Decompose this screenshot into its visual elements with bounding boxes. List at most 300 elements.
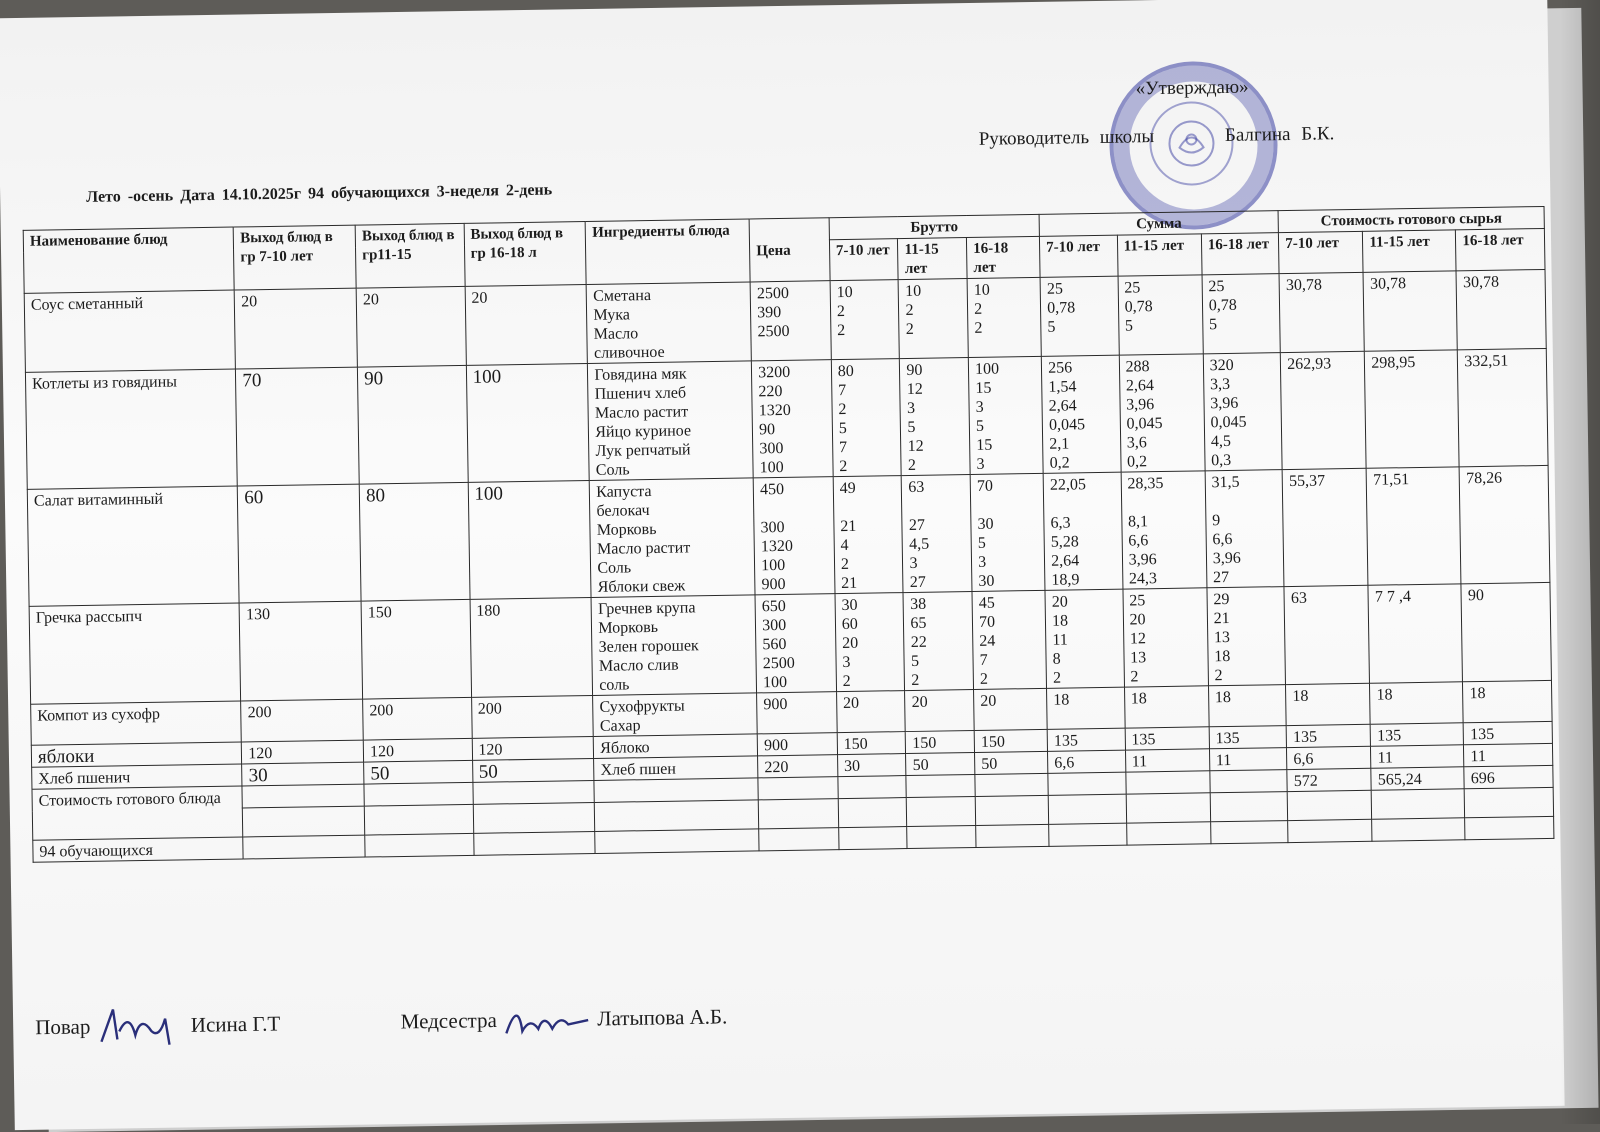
brutto-11-15-line: 27 (908, 516, 926, 534)
summa-7-10 (1040, 276, 1119, 356)
cost-7-10: 55,37 (1282, 468, 1368, 586)
brutto-7-10 (835, 593, 905, 692)
brutto-7-10 (833, 476, 903, 594)
out-7-10: 200 (241, 699, 363, 742)
out-16-18: 100 (466, 364, 590, 483)
dish-name: Гречка рассыпч (29, 603, 241, 704)
empty-cell (906, 774, 975, 797)
empty-cell (1465, 816, 1554, 839)
brutto-11-15-line: 2 (907, 456, 917, 474)
head-name: Балгина Б.К. (1224, 123, 1335, 146)
ingredient (588, 361, 754, 481)
out-16-18: 50 (472, 758, 594, 782)
empty-cell (1048, 794, 1126, 824)
brutto-16-18-line: 70 (976, 477, 994, 495)
summa-11-15-line: 2 (1130, 668, 1139, 686)
empty-cell (758, 777, 838, 800)
summa-16-18 (1202, 274, 1281, 354)
dish-name: Компот из сухофр (31, 701, 242, 745)
summa-7-10-line: 5 (1047, 318, 1056, 336)
cost-11-15: 30,78 (1363, 271, 1457, 351)
brutto-11-15 (900, 358, 970, 476)
summa-7-10-line: 2,1 (1049, 435, 1070, 453)
nurse-label: Медсестра (400, 1008, 497, 1034)
summa-7-10-line: 18 (1053, 691, 1070, 709)
summa-7-10-line: 135 (1053, 732, 1079, 750)
cost-7-10: 6,6 (1287, 746, 1371, 769)
empty-cell (1210, 770, 1288, 793)
price-line: 450 (759, 480, 785, 499)
empty-cell (594, 778, 758, 803)
brutto-16-18-line: 5 (975, 417, 985, 435)
ingredient-line: Пшенич хлеб (594, 384, 687, 403)
summa-16-18 (1207, 587, 1286, 686)
empty-cell (1372, 789, 1465, 819)
summa-16-18 (1203, 353, 1282, 471)
brutto-11-15-line: 27 (909, 573, 926, 591)
out-16-18: 180 (470, 597, 593, 697)
header-age: 7-10 лет (829, 239, 898, 281)
price-line: 900 (763, 695, 788, 714)
brutto-16-18-line: 7 (979, 651, 988, 669)
price-line (760, 498, 827, 518)
empty-cell (1049, 823, 1127, 846)
summa-7-10 (1045, 589, 1124, 688)
empty-cell (1126, 822, 1210, 845)
brutto-11-15-line: 3 (909, 554, 918, 572)
ingredient-line: Гречнев крупа (597, 599, 696, 618)
brutto-16-18-line: 30 (978, 572, 995, 590)
empty-cell (1372, 818, 1465, 841)
price (750, 281, 831, 361)
summa-7-10-line: 256 (1047, 359, 1073, 377)
empty-cell (839, 827, 908, 850)
header-age: 16-18 лет (1456, 228, 1545, 270)
empty-cell (907, 796, 976, 826)
brutto-11-15 (902, 475, 972, 593)
page-edge-shadow (1560, 0, 1600, 1124)
empty-cell (1126, 793, 1211, 823)
out-16-18: 120 (472, 736, 594, 760)
cost-16-18: 332,51 (1458, 348, 1548, 466)
out-7-10: 70 (236, 367, 360, 486)
header-age: 11-15 лет (898, 238, 967, 280)
brutto-16-18-line: 24 (979, 632, 996, 650)
cost-11-15: 18 (1370, 682, 1464, 724)
cost-16-18: 30,78 (1456, 269, 1546, 349)
summa-7-10 (1043, 472, 1122, 590)
brutto-16-18-line: 3 (975, 398, 984, 416)
ingredient (594, 756, 758, 781)
summa-11-15 (1119, 354, 1205, 472)
brutto-16-18 (967, 277, 1041, 357)
out-16-18: 20 (465, 285, 588, 366)
summa-16-18-line: 9 (1212, 512, 1221, 530)
brutto-11-15-line: 90 (906, 361, 923, 380)
out-16-18: 200 (471, 695, 593, 738)
header-summa: Сумма (1039, 211, 1278, 237)
brutto-16-18 (975, 751, 1048, 774)
ingredient-line: Капуста (596, 483, 652, 501)
header-age: 7-10 лет (1279, 231, 1364, 273)
price-line: 100 (761, 556, 786, 575)
ingredient-line: Масло растит (594, 403, 689, 422)
summa-11-15 (1121, 471, 1207, 589)
price-line: 2500 (757, 322, 790, 341)
summa-16-18-line: 13 (1213, 628, 1231, 647)
summa-11-15-line: 3,96 (1128, 551, 1157, 569)
price-line: 300 (762, 616, 787, 635)
summa-11-15-line: 5 (1124, 317, 1134, 335)
header-price: Цена (749, 218, 830, 282)
brutto-16-18 (972, 590, 1047, 689)
brutto-11-15-line: 150 (912, 734, 937, 752)
price-line: 100 (762, 673, 788, 692)
out-7-10: 120 (242, 740, 364, 764)
brutto-16-18-line: 50 (981, 755, 998, 773)
price-line: 300 (760, 518, 785, 537)
summa-16-18-line: 29 (1213, 590, 1230, 609)
brutto-7-10-line: 60 (841, 615, 858, 634)
out-16-18: 100 (468, 480, 592, 599)
summa-11-15-line: 288 (1125, 358, 1150, 376)
empty-cell (1125, 771, 1209, 794)
price-line: 220 (764, 758, 789, 777)
brutto-7-10-line: 30 (841, 596, 858, 615)
brutto-16-18 (970, 473, 1045, 591)
brutto-16-18-line: 10 (973, 281, 990, 299)
empty-cell (472, 780, 594, 804)
empty-cell (975, 773, 1048, 796)
summa-11-15-line: 13 (1130, 649, 1147, 667)
summa-7-10-line: 18 (1051, 612, 1069, 630)
empty-cell (243, 835, 365, 859)
ingredient-line: Говядина мяк (594, 365, 687, 384)
summa-11-15-line: 18 (1130, 690, 1147, 708)
summa-7-10-line: 11 (1052, 631, 1068, 649)
brutto-7-10-line: 2 (840, 555, 850, 574)
empty-cell (976, 824, 1049, 847)
price-line: 220 (758, 382, 783, 401)
summa-11-15-line: 3,6 (1126, 434, 1147, 452)
header-age: 11-15 лет (1117, 234, 1202, 276)
out-11-15: 20 (356, 286, 466, 367)
brutto-7-10-line: 4 (840, 536, 849, 555)
header-cost: Стоимость готового сырья (1278, 206, 1544, 232)
header-out-16-18: Выход блюд в гр 16-18 л (464, 222, 587, 287)
cost-11-15: 135 (1370, 723, 1463, 746)
cook-name: Исина Г.Т (190, 1011, 281, 1037)
header-age: 16-18 лет (967, 236, 1041, 278)
cook-label: Повар (35, 1014, 91, 1040)
summa-11-15-line: 12 (1129, 630, 1147, 648)
summa-7-10-line: 5,28 (1050, 533, 1079, 551)
total-cost-7-10: 572 (1287, 768, 1371, 791)
header-age: 16-18 лет (1201, 233, 1279, 275)
brutto-11-15 (905, 689, 974, 731)
menu-table (23, 206, 1555, 863)
ingredient (593, 693, 757, 737)
out-11-15: 200 (363, 697, 472, 740)
ingredient-line: Мука (593, 306, 631, 324)
ingredient (594, 734, 758, 759)
ingredient-line: белокач (596, 502, 650, 520)
summa-7-10-line: 20 (1051, 593, 1068, 611)
summa-16-18 (1209, 726, 1287, 749)
summa-7-10-line (1050, 494, 1115, 514)
empty-cell (364, 782, 473, 806)
brutto-16-18-line: 3 (977, 553, 987, 571)
summa-7-10-line: 0,2 (1049, 454, 1070, 472)
dish-name: Хлеб пшенич (32, 764, 243, 789)
brutto-7-10-line: 20 (841, 634, 859, 653)
brutto-16-18-line: 30 (977, 515, 994, 533)
ingredient-line: Хлеб пшен (600, 760, 677, 779)
brutto-11-15-line: 50 (912, 756, 929, 774)
ingredient-line: Масло слив (598, 656, 679, 675)
cost-7-10: 18 (1286, 683, 1371, 725)
summa-16-18-line: 11 (1215, 751, 1232, 770)
brutto-7-10-line: 21 (841, 574, 858, 593)
price (757, 692, 837, 734)
summa-11-15-line: 2,64 (1125, 377, 1155, 395)
empty-cell (1287, 790, 1372, 820)
summa-16-18-line: 0,78 (1208, 296, 1237, 315)
cost-11-15: 71,51 (1366, 467, 1461, 585)
out-11-15: 90 (357, 365, 467, 484)
ingredient-line: Сухофрукты (599, 697, 685, 716)
summa-16-18-line: 3,3 (1209, 375, 1231, 394)
summa-11-15 (1124, 686, 1209, 728)
empty-cell (595, 829, 759, 854)
summa-11-15-line: 0,045 (1126, 414, 1163, 433)
ingredient-line: Сметана (592, 287, 652, 305)
summa-11-15 (1118, 275, 1203, 355)
summa-16-18-line: 18 (1214, 647, 1231, 666)
brutto-11-15 (899, 279, 969, 359)
brutto-11-15-line (908, 496, 964, 516)
nurse-name: Латыпова А.Б. (597, 1004, 728, 1031)
summa-7-10-line: 2 (1052, 669, 1062, 687)
summa-7-10-line: 18,9 (1051, 571, 1080, 589)
cost-7-10: 30,78 (1279, 272, 1364, 352)
brutto-11-15-line: 10 (905, 282, 922, 301)
totals-label: Стоимость готового блюда (32, 786, 243, 840)
summa-7-10-line: 2,64 (1048, 397, 1077, 415)
cost-16-18: 18 (1463, 680, 1552, 722)
brutto-7-10-line: 3 (842, 653, 851, 672)
summa-11-15-line: 8,1 (1127, 513, 1149, 531)
ingredient-line: Зелен горошек (598, 637, 699, 656)
ingredient-line: сливочное (593, 343, 665, 362)
empty-cell (838, 776, 907, 799)
brutto-11-15-line: 5 (910, 652, 920, 670)
brutto-7-10-line: 2 (839, 457, 848, 476)
brutto-11-15-line: 63 (908, 478, 925, 496)
brutto-11-15-line: 3 (906, 399, 916, 417)
empty-cell (758, 799, 838, 829)
summa-16-18-line: 3,96 (1210, 394, 1239, 413)
header-brutto: Брутто (829, 214, 1040, 239)
brutto-7-10-line: 2 (838, 400, 847, 419)
price-line: 900 (763, 736, 789, 755)
empty-cell (907, 825, 976, 848)
summa-16-18-line: 2 (1214, 667, 1223, 685)
ingredient-line: Лук репчатый (595, 441, 691, 460)
brutto-11-15-line: 2 (911, 671, 920, 689)
empty-cell (838, 798, 907, 828)
price (753, 477, 835, 595)
summa-11-15-line: 25 (1124, 279, 1141, 297)
empty-cell (595, 800, 759, 832)
cost-11-15: 7 7 ,4 (1368, 584, 1463, 683)
cost-16-18: 90 (1461, 582, 1551, 681)
summa-7-10-line: 22,05 (1049, 476, 1087, 494)
price-line: 1320 (758, 401, 791, 420)
brutto-16-18-line: 20 (980, 692, 997, 710)
brutto-7-10-line: 7 (838, 438, 848, 457)
brutto-7-10 (837, 732, 906, 755)
empty-cell (975, 795, 1048, 825)
brutto-16-18-line: 70 (978, 613, 996, 631)
price-line: 560 (762, 635, 787, 654)
out-11-15: 80 (359, 482, 469, 601)
out-11-15: 150 (361, 599, 471, 699)
price-line: 2500 (762, 654, 795, 673)
summa-11-15-line: 3,96 (1126, 396, 1155, 414)
brutto-11-15-line: 5 (907, 418, 916, 436)
ingredient-line: Масло (593, 325, 639, 343)
ingredient-line: Яблоки свеж (597, 577, 686, 596)
summa-11-15 (1125, 749, 1209, 772)
ingredient-line: соль (599, 676, 630, 694)
brutto-11-15-line: 12 (906, 380, 923, 399)
summa-7-10-line: 6,3 (1050, 514, 1071, 532)
summa-11-15-line: 0,2 (1126, 453, 1148, 471)
brutto-11-15-line: 2 (905, 320, 914, 339)
header-ingredients: Ингредиенты блюда (585, 219, 750, 285)
dish-name: Салат витаминный (27, 486, 239, 606)
out-7-10: 30 (242, 762, 364, 786)
brutto-16-18-line: 3 (976, 455, 985, 473)
brutto-16-18-line: 15 (975, 379, 992, 397)
ingredient (590, 478, 756, 598)
empty-cell (1288, 819, 1372, 842)
summa-16-18 (1208, 685, 1286, 727)
header-out-7-10: Выход блюд в гр 7-10 лет (233, 225, 356, 290)
summa-11-15-line: 135 (1131, 731, 1156, 749)
price-line: 90 (758, 421, 776, 439)
brutto-7-10-line: 150 (843, 735, 868, 754)
brutto-7-10-line: 7 (838, 381, 847, 400)
cost-16-18: 135 (1463, 721, 1552, 744)
ingredient-line: Морковь (598, 618, 659, 637)
cost-7-10: 63 (1284, 585, 1370, 684)
summa-7-10-line: 8 (1052, 650, 1061, 668)
ingredient (586, 282, 751, 364)
signatures (35, 987, 1036, 1053)
empty-cell (242, 784, 364, 808)
summa-16-18-line: 135 (1215, 729, 1240, 748)
summa-16-18-line: 27 (1212, 568, 1230, 587)
total-cost-16-18: 696 (1464, 765, 1553, 788)
brutto-16-18-line: 100 (974, 360, 1000, 378)
cost-7-10: 262,93 (1281, 351, 1367, 469)
cook-signature-icon (95, 1000, 186, 1051)
out-7-10: 20 (234, 288, 357, 369)
summa-11-15-line: 0,78 (1124, 298, 1153, 316)
brutto-7-10-line: 10 (836, 283, 853, 302)
summa-11-15-line: 24,3 (1128, 570, 1158, 588)
price-line: 390 (757, 303, 782, 322)
brutto-7-10 (837, 754, 906, 777)
summa-16-18-line: 0,3 (1211, 451, 1232, 470)
empty-cell (1210, 821, 1288, 844)
summa-7-10 (1047, 687, 1125, 729)
brutto-11-15-line: 4,5 (909, 535, 930, 553)
cost-16-18: 11 (1464, 743, 1553, 766)
ingredient (591, 595, 756, 696)
summa-11-15 (1123, 588, 1209, 687)
summa-7-10-line: 2,64 (1051, 552, 1080, 570)
ingredient-line: Сахар (599, 717, 641, 735)
brutto-7-10 (836, 691, 905, 733)
price (757, 733, 837, 756)
empty-cell (473, 831, 595, 855)
empty-cell (759, 828, 839, 851)
summa-11-15-line: 25 (1129, 592, 1146, 610)
summa-16-18-line: 4,5 (1210, 432, 1232, 451)
empty-cell (1048, 772, 1126, 795)
dish-name: Соус сметанный (24, 290, 236, 372)
summa-16-18-line: 31,5 (1211, 473, 1240, 492)
ingredient-line: Морковь (596, 520, 657, 539)
brutto-7-10-line: 2 (836, 302, 846, 321)
summa-16-18 (1209, 748, 1287, 771)
empty-cell (473, 802, 595, 833)
cost-16-18: 78,26 (1459, 465, 1549, 583)
empty-cell (243, 806, 365, 837)
header-out-11-15: Выход блюд в гр11-15 (355, 223, 464, 288)
summa-7-10 (1048, 750, 1126, 773)
out-7-10: 130 (239, 601, 362, 701)
brutto-11-15-line: 38 (910, 595, 927, 613)
brutto-16-18-line: 45 (978, 594, 995, 612)
brutto-16-18-line: 150 (980, 733, 1006, 751)
brutto-11-15-line: 12 (907, 437, 924, 455)
nurse-signature-icon (502, 994, 593, 1045)
head-signature-line (979, 123, 1335, 151)
summa-16-18-line: 6,6 (1212, 530, 1233, 549)
summa-16-18-line: 320 (1209, 356, 1234, 375)
brutto-16-18 (974, 729, 1047, 752)
price (751, 360, 833, 478)
empty-cell (1464, 787, 1553, 817)
brutto-7-10-line: 30 (843, 757, 861, 776)
summa-7-10 (1041, 355, 1120, 473)
brutto-11-15-line: 2 (905, 301, 914, 320)
brutto-7-10 (830, 280, 900, 360)
header-dish: Наименование блюд (23, 227, 234, 293)
menu-title: Лето -осень Дата 14.10.2025г 94 обучающихся 3-неделя 2-день (86, 181, 553, 206)
header-age: 11-15 лет (1363, 230, 1457, 272)
price-line: 1320 (760, 537, 794, 556)
summa-7-10-line: 0,045 (1048, 416, 1086, 434)
out-7-10: 60 (238, 484, 362, 603)
brutto-7-10-line (840, 497, 896, 517)
price-line: 2500 (756, 284, 790, 303)
out-11-15: 50 (364, 760, 473, 784)
